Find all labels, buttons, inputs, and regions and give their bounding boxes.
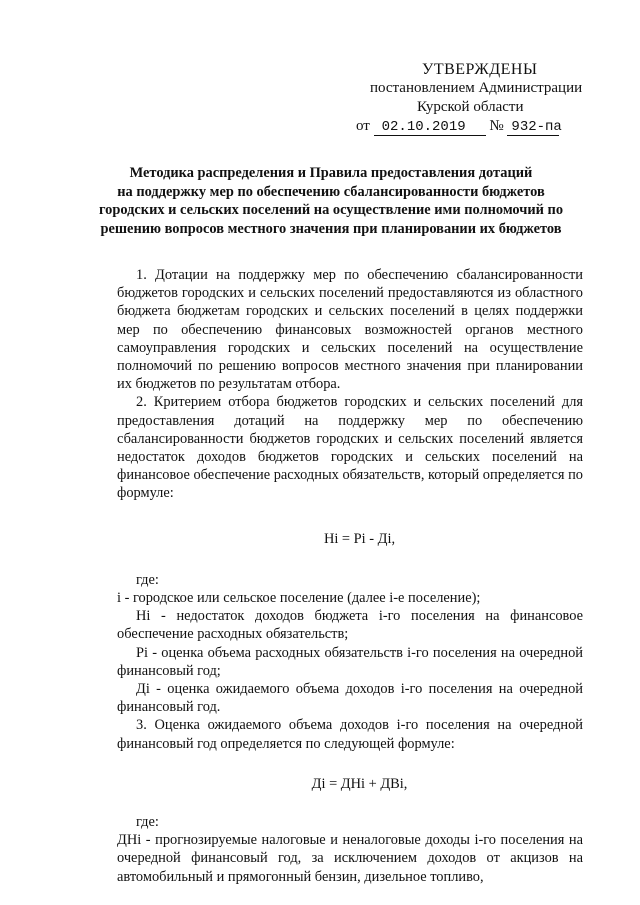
paragraph-2: 2. Критерием отбора бюджетов городских и сельских поселений для предоставления дотаций на поддержку мер по обеспечению сбалансированности бюджетов городских и сельских поселений является недостаток доходов бюджетов городских и сельских поселений на финансовое обеспечение расходных обязательств, который определяется по формуле: xyxy=(117,394,583,502)
date-prefix: от xyxy=(356,118,370,134)
number-prefix: № xyxy=(489,118,504,134)
approval-number: 932-па xyxy=(507,119,559,136)
approval-date: 02.10.2019 xyxy=(374,119,486,136)
formula-revenue: Дi = ДНi + ДВi, xyxy=(311,775,408,792)
title-line: решению вопросов местного значения при планировании их бюджетов xyxy=(100,220,562,237)
title-line: на поддержку мер по обеспечению сбалансированности бюджетов xyxy=(117,183,545,200)
formula-deficit: Нi = Рi - Дi, xyxy=(323,530,396,547)
approval-date-number-line xyxy=(356,117,596,136)
approval-authority: постановлением Администрации xyxy=(370,80,583,96)
document-body xyxy=(117,266,583,886)
paragraph-1: 1. Дотации на поддержку мер по обеспечению сбалансированности бюджетов городских и сельских поселений предоставляются из областного бюджета бюджетам городских и сельских поселений в целях поддержки мер по обеспечению финансовых возможностей органов местного самоуправления городских и сельских поселений на осуществление полномочий по решению вопросов местного значения при планировании их бюджетов по результатам отбора. xyxy=(117,267,583,393)
paragraph-3: 3. Оценка ожидаемого объема доходов i-го поселения на очередной финансовый год определяется по следующей формуле: xyxy=(117,717,583,752)
approval-title: УТВЕРЖДЕНЫ xyxy=(422,61,538,78)
where-label: где: xyxy=(136,814,159,831)
definition-dni: ДНi - прогнозируемые налоговые и неналоговые доходы i-го поселения на очередной финансовый год, за исключением доходов от акцизов на автомобильный и прямогонный бензин, дизельное топливо, xyxy=(117,832,583,885)
where-label: где: xyxy=(136,571,159,588)
approval-stamp-block xyxy=(356,60,596,136)
definition-ri: Рi - оценка объема расходных обязательств i-го поселения на очередной финансовый год; xyxy=(117,644,583,679)
approval-region: Курской области xyxy=(417,99,524,115)
definition-di: Дi - оценка ожидаемого объема доходов i-го поселения на очередной финансовый год. xyxy=(117,681,583,716)
document-title xyxy=(96,164,566,238)
definition-i: i - городское или сельское поселение (далее i-е поселение); xyxy=(117,590,481,607)
title-line: Методика распределения и Правила предоставления дотаций xyxy=(129,165,533,181)
title-line: городских и сельских поселений на осуществление ими полномочий по xyxy=(98,202,564,218)
definition-ni: Нi - недостаток доходов бюджета i-го поселения на финансовое обеспечение расходных обязательств; xyxy=(117,608,583,643)
